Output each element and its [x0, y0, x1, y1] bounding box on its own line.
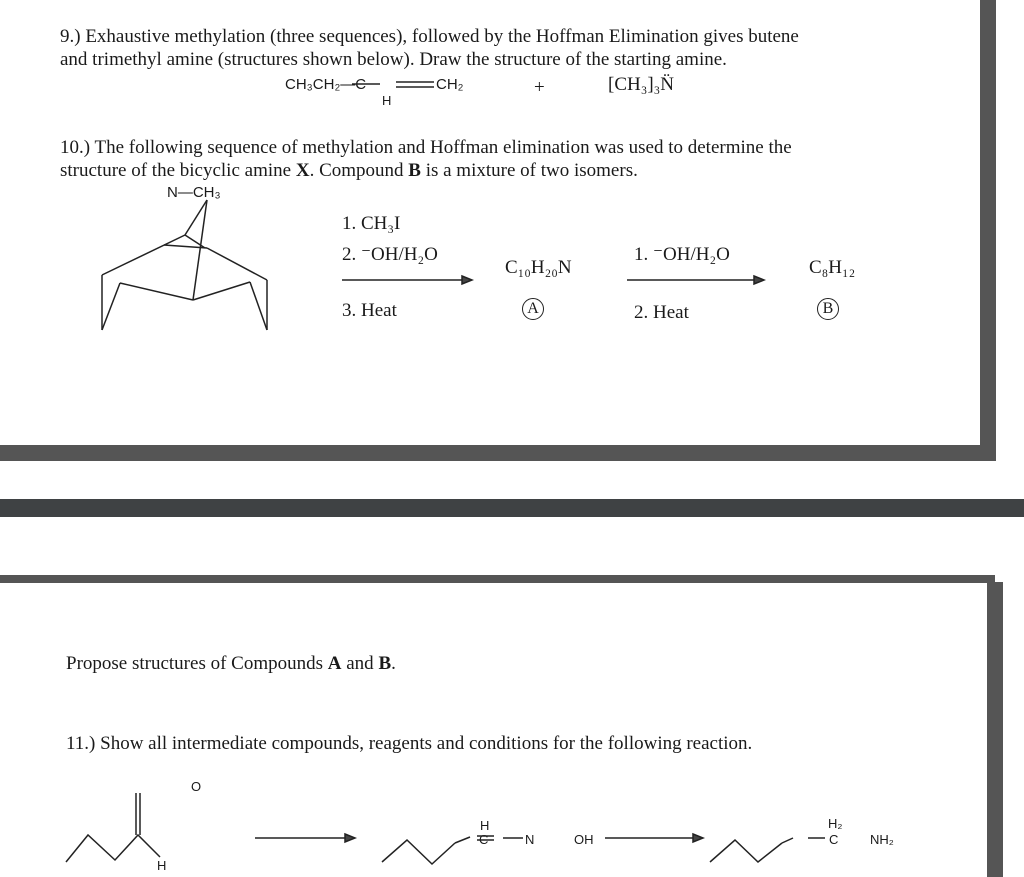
oxime-oh: OH [574, 832, 594, 847]
oxime-n: N [525, 832, 535, 847]
step-1: 1. CH₃I [342, 213, 401, 234]
step-2: 2. ⁻OH/H₂O [342, 244, 438, 265]
n-methyl-label: N—CH₃ [167, 184, 221, 201]
amine-nh2: NH₂ [870, 832, 894, 847]
compound-b-formula: C₈H₁₂ [809, 257, 856, 278]
aldehyde-h: H [157, 858, 167, 873]
q10-line2: structure of the bicyclic amine X. Compound B is a mixture of two isomers. [60, 160, 638, 181]
aldehyde-o: O [191, 779, 202, 794]
step-1b: 1. ⁻OH/H₂O [634, 244, 730, 265]
butene-left: CH₃CH₂—C [285, 76, 367, 93]
butene-bonds [352, 82, 434, 87]
compound-a-label: A [522, 297, 544, 320]
compound-a-formula: C₁₀H₂₀N [505, 257, 572, 278]
step-2b: 2. Heat [634, 302, 689, 323]
amine-h2: H₂ [828, 816, 843, 831]
butene-right: CH₂ [436, 76, 464, 93]
compound-b-label: B [817, 297, 839, 320]
q11-line: 11.) Show all intermediate compounds, reagents and conditions for the following reaction. [66, 733, 753, 754]
amine-c: C [829, 832, 839, 847]
butylamine-structure [710, 838, 825, 862]
q10-line1: 10.) The following sequence of methylation and Hoffman elimination was used to determine the [60, 137, 792, 158]
bicyclic-amine-structure [102, 200, 267, 330]
plus-sign: + [534, 77, 545, 98]
butanal-structure [66, 793, 160, 862]
butene-h: H [382, 93, 392, 108]
reaction-arrows [255, 276, 764, 842]
step-3: 3. Heat [342, 300, 397, 321]
oxime-c: C [479, 832, 489, 847]
oxime-h: H [480, 818, 490, 833]
trimethylamine: [CH₃]₃N̈ [608, 74, 675, 95]
prompt-text: Propose structures of Compounds A and B. [66, 653, 396, 674]
q9-line2: and trimethyl amine (structures shown below). Draw the structure of the starting amine. [60, 49, 727, 70]
oxime-structure [382, 836, 523, 864]
q9-line1: 9.) Exhaustive methylation (three sequences), followed by the Hoffman Elimination gives butene [60, 26, 799, 47]
